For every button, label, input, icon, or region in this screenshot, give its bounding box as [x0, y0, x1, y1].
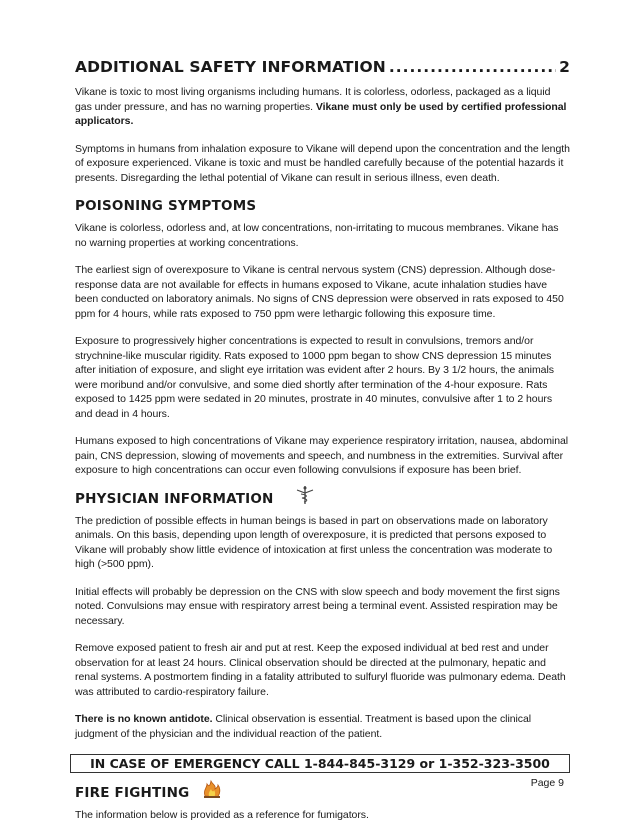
- fire-heading: FIRE FIGHTING: [75, 785, 190, 801]
- intro-text: Vikane is toxic to most living organisms including humans. It is colorless, odorless, packaged as a liquid gas under pressure, and has no warning properties.: [75, 86, 551, 113]
- document-page: [75, 58, 570, 836]
- medical-caduceus-icon: [294, 485, 316, 505]
- antidote-text: Clinical observation is essential. Treatment is based upon the clinical judgment of the physician and the individual reaction of the patient.: [75, 713, 532, 740]
- fire-heading-row: [75, 785, 570, 801]
- page-number: Page 9: [530, 777, 564, 789]
- intro-paragraph-1: [75, 85, 570, 129]
- intro-warning-bold: Vikane must only be used by certified professional applicators.: [75, 100, 567, 127]
- physician-paragraph-1: The prediction of possible effects in human beings is based in part on observations made on laboratory animals. On this basis, depending upon length of overexposure, it is predicted that persons exposed to Vikane will probably show little evidence of intoxication at first unless the concentration was moderate to high (>500 ppm).: [75, 514, 553, 570]
- poisoning-paragraph-3: Exposure to progressively higher concentrations is expected to result in convulsions, tremors and/or strychnine-like muscular rigidity. Rats exposed to 1000 ppm began to show CNS depression 15 minutes after initiation of exposure, and slight eye irritation was evident after 2 hours. By 3 1/2 hours, the animals were moribund and/or convulsive, and some died shortly after termination of the 4-hour exposure. Rats exposed to 1425 ppm were sedated in 20 minutes, prostrate in 40 minutes, convulsive after 1 to 2 hours and dead in 4 hours.: [75, 335, 554, 420]
- physician-paragraph-3: Remove exposed patient to fresh air and put at rest. Keep the exposed individual at bed rest and under observation for at least 24 hours. Clinical observation should be directed at the pulmonary, hepatic and renal systems. A postmortem finding in a fatality attributed to sulfuryl fluoride was pulmonary edema. Death was attributed to cardio-respiratory failure.: [75, 642, 566, 698]
- dot-leader: [389, 58, 556, 76]
- poisoning-paragraph-1: Vikane is colorless, odorless and, at low concentrations, non-irritating to mucous membranes. Vikane has no warning properties at working concentrations.: [75, 222, 559, 249]
- physician-heading: PHYSICIAN INFORMATION: [75, 490, 274, 507]
- physician-heading-row: [75, 491, 570, 507]
- intro-paragraph-2: Symptoms in humans from inhalation exposure to Vikane will depend upon the concentration and the length of exposure experienced. Vikane is toxic and must be handled carefully because of the potential hazards it presents. Disregarding the lethal potential of Vikane can result in serious illness, even death.: [75, 142, 570, 184]
- emergency-text: IN CASE OF EMERGENCY CALL 1-844-845-3129 or 1-352-323-3500: [90, 756, 550, 771]
- physician-paragraph-2: Initial effects will probably be depression on the CNS with slow speech and body movement the first signs noted. Convulsions may ensue with respiratory arrest being a terminal event. Assisted respiration may be necessary.: [75, 585, 560, 627]
- physician-paragraph-4: [75, 712, 570, 741]
- section-page-number: 2: [559, 58, 570, 76]
- section-title: ADDITIONAL SAFETY INFORMATION: [75, 58, 386, 76]
- fire-icon: [201, 778, 223, 800]
- poisoning-heading: POISONING SYMPTOMS: [75, 198, 257, 214]
- section-heading-additional-safety: [75, 58, 570, 76]
- emergency-contact-box: [70, 754, 570, 773]
- poisoning-paragraph-4: Humans exposed to high concentrations of Vikane may experience respiratory irritation, nausea, abdominal pain, CNS depression, slowing of movements and speech, and numbness in the extremities. Survival after exposure to high concentrations can occur even following convulsions if exposure has been brief.: [75, 435, 569, 476]
- fire-paragraph-1: The information below is provided as a reference for fumigators.: [75, 809, 369, 821]
- no-antidote-bold: There is no known antidote.: [75, 713, 213, 725]
- poisoning-paragraph-2: The earliest sign of overexposure to Vikane is central nervous system (CNS) depression. Although dose-response data are not available for effects in humans exposed to Vikane, acute inhalation studies have been conducted on laboratory animals. No signs of CNS depression were observed in rats exposed to 450 ppm for 4 hours, while rats exposed to 750 ppm were lethargic following this exposure time.: [75, 264, 564, 320]
